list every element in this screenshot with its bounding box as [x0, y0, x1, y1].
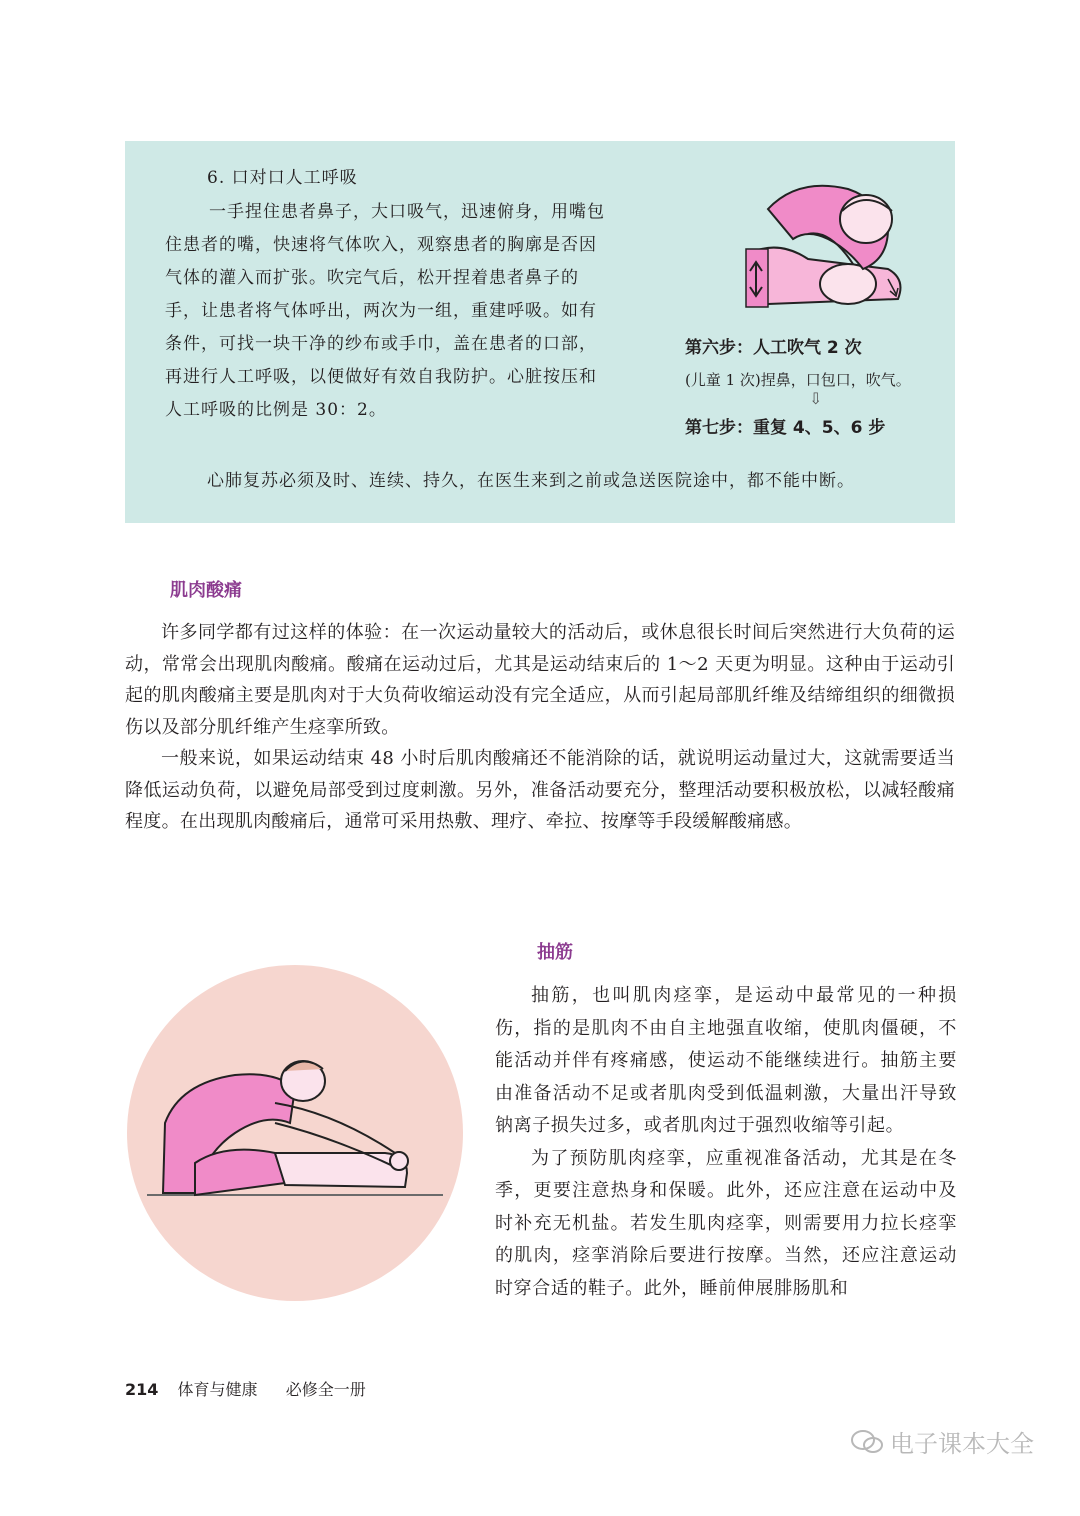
step-seven-title: 第七步：重复 4、5、6 步	[685, 418, 886, 438]
wechat-icon	[850, 1429, 884, 1455]
step-six-title: 第六步：人工吹气 2 次	[685, 338, 862, 358]
cramp-body	[495, 980, 957, 1305]
paragraph: 一般来说，如果运动结束 48 小时后肌肉酸痛还不能消除的话，就说明运动量过大，这就需要适当降低运动负荷，以避免局部受到过度刺激。另外，准备活动要充分，整理活动要积极放松，以减轻酸痛程度。在出现肌肉酸痛后，通常可采用热敷、理疗、牵拉、按摩等手段缓解酸痛感。	[125, 748, 955, 832]
paragraph: 许多同学都有过这样的体验：在一次运动量较大的活动后，或休息很长时间后突然进行大负荷的运动，常常会出现肌肉酸痛。酸痛在运动过后，尤其是运动结束后的 1～2 天更为明显。这种由于运动引起的肌肉酸痛主要是肌肉对于大负荷收缩运动没有完全适应，从而引起局部肌纤维及结缔组织的细微损伤以及部分肌纤维产生痉挛所致。	[125, 622, 955, 738]
muscle-soreness-body	[125, 617, 955, 838]
cpr-heading: 6. 口对口人工呼吸	[207, 168, 358, 188]
paragraph: 为了预防肌肉痉挛，应重视准备活动，尤其是在冬季，更要注意热身和保暖。此外，还应注意在运动中及时补充无机盐。若发生肌肉痉挛，则需要用力拉长痉挛的肌肉，痉挛消除后要进行按摩。当然，还应注意运动时穿合适的鞋子。此外，睡前伸展腓肠肌和	[495, 1147, 957, 1299]
cpr-paragraph: 一手捏住患者鼻子，大口吸气，迅速俯身，用嘴包住患者的嘴，快速将气体吹入，观察患者的胸廓是否因气体的灌入而扩张。吹完气后，松开捏着患者鼻子的手，让患者将气体呼出，两次为一组，重建呼吸。如有条件，可找一块干净的纱布或手巾，盖在患者的口部，再进行人工呼吸，以便做好有效自我防护。心脏按压和人工呼吸的比例是 30：2。	[165, 202, 605, 420]
cpr-note: 心肺复苏必须及时、连续、持久，在医生来到之前或急送医院途中，都不能中断。	[207, 471, 855, 491]
page-footer	[125, 1377, 366, 1400]
down-arrow-icon: ⇩	[809, 389, 823, 408]
watermark-text: 电子课本大全	[890, 1430, 1034, 1458]
watermark	[850, 1424, 1034, 1459]
cpr-info-box	[125, 141, 955, 523]
page-number: 214	[125, 1380, 159, 1399]
step-six-description: (儿童 1 次)捏鼻，口包口，吹气。	[685, 371, 911, 389]
book-title: 体育与健康	[177, 1380, 258, 1399]
section-title-cramp: 抽筋	[537, 942, 573, 963]
section-title-muscle-soreness: 肌肉酸痛	[170, 580, 242, 601]
book-volume: 必修全一册	[285, 1380, 366, 1399]
mouth-to-mouth-illustration	[738, 169, 908, 339]
stretching-illustration	[125, 963, 465, 1303]
cpr-text-column	[165, 166, 605, 427]
paragraph: 抽筋，也叫肌肉痉挛，是运动中最常见的一种损伤，指的是肌肉不由自主地强直收缩，使肌肉僵硬，不能活动并伴有疼痛感，使运动不能继续进行。抽筋主要由准备活动不足或者肌肉受到低温刺激，大量出汗导致钠离子损失过多，或者肌肉过于强烈收缩等引起。	[495, 985, 957, 1136]
